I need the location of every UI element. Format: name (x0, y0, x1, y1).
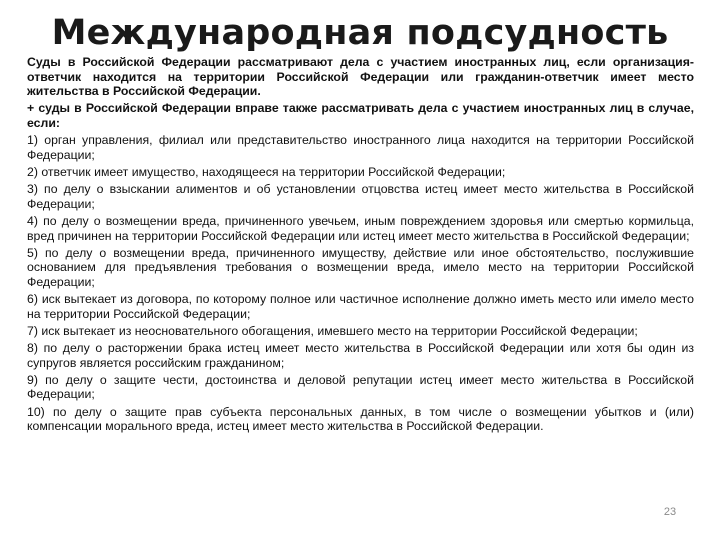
list-item-1: 1) орган управления, филиал или представительство иностранного лица находится на территории Российской Федерации; (27, 133, 694, 162)
list-item-6: 6) иск вытекает из договора, по которому полное или частичное исполнение должно иметь место или имело место на территории Российской Федерации; (27, 292, 694, 321)
slide-body (27, 55, 694, 436)
list-item-4: 4) по делу о возмещении вреда, причиненного увечьем, иным повреждением здоровья или смертью кормильца, вред причинен на территории Российской Федерации или истец имеет место жительства в Российской Федерации; (27, 213, 694, 243)
page-number: 23 (663, 506, 677, 518)
lead-paragraph: + суды в Российской Федерации вправе также рассматривать дела с участием иностранных лиц в случае, если: (27, 101, 694, 130)
list-item-7: 7) иск вытекает из неосновательного обогащения, имевшего место на территории Российской Федерации; (27, 323, 638, 338)
list-item-3: 3) по делу о взыскании алиментов и об установлении отцовства истец имеет место жительства в Российской Федерации; (27, 182, 694, 211)
slide-title: Международная подсудность (51, 13, 669, 53)
list-item-5: 5) по делу о возмещении вреда, причиненного имуществу, действие или иное обстоятельство, послужившие основанием для предъявления требования о возмещении вреда, имело место на территории Российской Федерации; (27, 245, 694, 289)
list-item-9: 9) по делу о защите чести, достоинства и деловой репутации истец имеет место жительства в Российской Федерации; (27, 372, 694, 402)
list-item-10: 10) по делу о защите прав субъекта персональных данных, в том числе о возмещении убытков и (или) компенсации морального вреда, истец имеет место жительства в Российской Федерации. (27, 404, 694, 434)
intro-paragraph: Суды в Российской Федерации рассматривают дела с участием иностранных лиц, если организация-ответчик находится на территории Российской Федерации или гражданин-ответчик имеет место жительства в Российской Федерации. (27, 55, 694, 99)
list-item-8: 8) по делу о расторжении брака истец имеет место жительства в Российской Федерации или хотя бы один из супругов является российским гражданином; (27, 341, 694, 370)
list-item-2: 2) ответчик имеет имущество, находящееся на территории Российской Федерации; (27, 164, 506, 179)
